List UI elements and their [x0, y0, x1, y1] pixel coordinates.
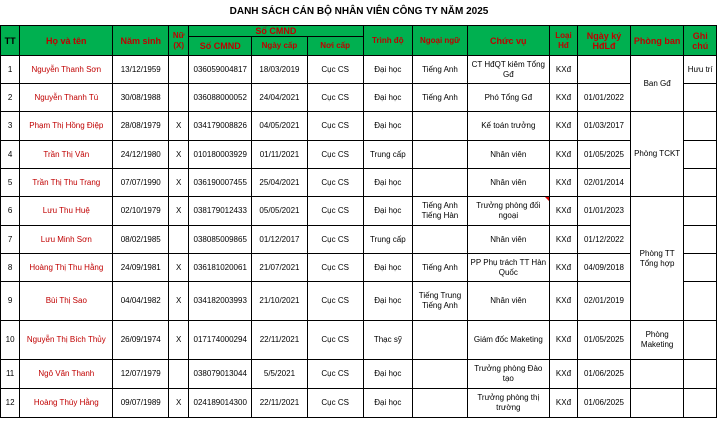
cell-issue-place[interactable]: Cục CS: [307, 56, 363, 84]
header-position[interactable]: Chức vụ: [467, 26, 549, 56]
cell-female[interactable]: X: [169, 254, 189, 282]
cell-language[interactable]: [413, 321, 468, 360]
cell-name[interactable]: Nguyễn Thị Bích Thủy: [20, 321, 113, 360]
cell-dob[interactable]: 30/08/1988: [113, 84, 169, 112]
cell-issue-date[interactable]: 18/03/2019: [252, 56, 308, 84]
cell-cmnd[interactable]: 034179008826: [189, 112, 252, 141]
header-issue-date[interactable]: Ngày cấp: [252, 37, 308, 56]
cell-cmnd[interactable]: 036181020061: [189, 254, 252, 282]
header-cmnd[interactable]: Số CMND: [189, 37, 252, 56]
cell-dob[interactable]: 13/12/1959: [113, 56, 169, 84]
cell-name[interactable]: Nguyễn Thanh Sơn: [20, 56, 113, 84]
cell-note[interactable]: [684, 360, 717, 389]
table-row: [1, 84, 717, 112]
table-row: [1, 169, 717, 197]
cell-sign-date[interactable]: 01/03/2017: [578, 112, 631, 141]
cell-note[interactable]: [684, 226, 717, 254]
cell-tt[interactable]: 1: [1, 56, 20, 84]
header-contract[interactable]: Loại Hđ: [549, 26, 577, 56]
cell-cmnd[interactable]: 036190007455: [189, 169, 252, 197]
cell-cmnd[interactable]: 036088000052: [189, 84, 252, 112]
cell-name[interactable]: Bùi Thị Sao: [20, 282, 113, 321]
cell-dob[interactable]: 26/09/1974: [113, 321, 169, 360]
header-sign-date[interactable]: Ngày ký HđLđ: [578, 26, 631, 56]
cell-contract[interactable]: KXđ: [549, 197, 577, 226]
cell-issue-date[interactable]: 24/04/2021: [252, 84, 308, 112]
cell-female[interactable]: X: [169, 197, 189, 226]
cell-issue-place[interactable]: Cục CS: [307, 360, 363, 389]
cell-language[interactable]: [413, 112, 468, 141]
table-row: [1, 321, 717, 360]
cell-issue-place[interactable]: Cục CS: [307, 141, 363, 169]
cell-issue-place[interactable]: Cục CS: [307, 226, 363, 254]
cell-language[interactable]: Tiếng Anh: [413, 84, 468, 112]
header-note[interactable]: Ghi chú: [684, 26, 717, 56]
cell-tt[interactable]: 5: [1, 169, 20, 197]
cell-cmnd[interactable]: 034182003993: [189, 282, 252, 321]
cell-dob[interactable]: 07/07/1990: [113, 169, 169, 197]
cell-contract[interactable]: KXđ: [549, 84, 577, 112]
cell-issue-date[interactable]: 5/5/2021: [252, 360, 308, 389]
cell-education[interactable]: Trung cấp: [363, 226, 413, 254]
cell-note[interactable]: [684, 389, 717, 418]
cell-issue-place[interactable]: Cục CS: [307, 84, 363, 112]
cell-female[interactable]: X: [169, 169, 189, 197]
cell-name[interactable]: Phạm Thị Hồng Điệp: [20, 112, 113, 141]
cell-name[interactable]: Trần Thị Vân: [20, 141, 113, 169]
header-cmnd-group[interactable]: Số CMND: [189, 26, 363, 37]
cell-name[interactable]: Hoàng Thúy Hằng: [20, 389, 113, 418]
cell-tt[interactable]: 8: [1, 254, 20, 282]
cell-education[interactable]: Trung cấp: [363, 141, 413, 169]
table-row: [1, 282, 717, 321]
cell-sign-date[interactable]: 01/05/2025: [578, 321, 631, 360]
cell-issue-place[interactable]: Cục CS: [307, 321, 363, 360]
cell-tt[interactable]: 11: [1, 360, 20, 389]
cell-sign-date[interactable]: 04/09/2018: [578, 254, 631, 282]
cell-tt[interactable]: 12: [1, 389, 20, 418]
cell-female[interactable]: X: [169, 321, 189, 360]
cell-tt[interactable]: 6: [1, 197, 20, 226]
cell-language[interactable]: Tiếng Anh: [413, 56, 468, 84]
cell-issue-place[interactable]: Cục CS: [307, 254, 363, 282]
cell-department[interactable]: [630, 389, 684, 418]
cell-position[interactable]: Nhân viên: [467, 169, 549, 197]
cell-sign-date[interactable]: [578, 56, 631, 84]
cell-position[interactable]: Phó Tổng Gđ: [467, 84, 549, 112]
cell-sign-date[interactable]: 01/06/2025: [578, 389, 631, 418]
cell-position[interactable]: PP Phụ trách TT Hàn Quốc: [467, 254, 549, 282]
cell-position[interactable]: Trưởng phòng đối ngoại: [467, 197, 549, 226]
header-education[interactable]: Trình độ: [363, 26, 413, 56]
cell-dob[interactable]: 04/04/1982: [113, 282, 169, 321]
cell-issue-date[interactable]: 22/11/2021: [252, 389, 308, 418]
cell-education[interactable]: Đại học: [363, 112, 413, 141]
cell-cmnd[interactable]: 010180003929: [189, 141, 252, 169]
table-row: [1, 56, 717, 84]
cell-position[interactable]: CT HđQT kiêm Tổng Gđ: [467, 56, 549, 84]
cell-contract[interactable]: KXđ: [549, 141, 577, 169]
cell-contract[interactable]: KXđ: [549, 56, 577, 84]
employee-table: [0, 25, 717, 418]
cell-cmnd[interactable]: 036059004817: [189, 56, 252, 84]
cell-sign-date[interactable]: 01/05/2025: [578, 141, 631, 169]
table-row: [1, 254, 717, 282]
cell-language[interactable]: [413, 226, 468, 254]
cell-issue-date[interactable]: 04/05/2021: [252, 112, 308, 141]
cell-position[interactable]: Nhân viên: [467, 141, 549, 169]
table-row: [1, 112, 717, 141]
cell-education[interactable]: Đại học: [363, 389, 413, 418]
cell-sign-date[interactable]: 02/01/2014: [578, 169, 631, 197]
cell-sign-date[interactable]: 01/01/2023: [578, 197, 631, 226]
cell-sign-date[interactable]: 01/06/2025: [578, 360, 631, 389]
cell-tt[interactable]: 10: [1, 321, 20, 360]
cell-name[interactable]: Trần Thị Thu Trang: [20, 169, 113, 197]
cell-language[interactable]: [413, 169, 468, 197]
cell-contract[interactable]: KXđ: [549, 389, 577, 418]
cell-dob[interactable]: 09/07/1989: [113, 389, 169, 418]
cell-contract[interactable]: KXđ: [549, 112, 577, 141]
cell-issue-date[interactable]: 05/05/2021: [252, 197, 308, 226]
cell-position[interactable]: Giám đốc Maketing: [467, 321, 549, 360]
cell-name[interactable]: Lưu Minh Sơn: [20, 226, 113, 254]
cell-cmnd[interactable]: 038085009865: [189, 226, 252, 254]
cell-issue-date[interactable]: 22/11/2021: [252, 321, 308, 360]
cell-note[interactable]: [684, 282, 717, 321]
table-row: [1, 389, 717, 418]
header-dob[interactable]: Năm sinh: [113, 26, 169, 56]
header-name[interactable]: Họ và tên: [20, 26, 113, 56]
cell-cmnd[interactable]: 017174000294: [189, 321, 252, 360]
cell-female[interactable]: [169, 84, 189, 112]
cell-position[interactable]: Trưởng phòng Đào tạo: [467, 360, 549, 389]
table-row: [1, 360, 717, 389]
cell-tt[interactable]: 9: [1, 282, 20, 321]
cell-sign-date[interactable]: 02/01/2019: [578, 282, 631, 321]
cell-cmnd[interactable]: 038179012433: [189, 197, 252, 226]
cell-language[interactable]: [413, 360, 468, 389]
cell-education[interactable]: Thạc sỹ: [363, 321, 413, 360]
cell-tt[interactable]: 4: [1, 141, 20, 169]
cell-dob[interactable]: 12/07/1979: [113, 360, 169, 389]
cell-tt[interactable]: 7: [1, 226, 20, 254]
cell-position[interactable]: Kế toán trưởng: [467, 112, 549, 141]
cell-note[interactable]: [684, 197, 717, 226]
cell-female[interactable]: [169, 226, 189, 254]
cell-note[interactable]: [684, 141, 717, 169]
cell-education[interactable]: Đại học: [363, 84, 413, 112]
cell-issue-date[interactable]: 25/04/2021: [252, 169, 308, 197]
cell-language[interactable]: Tiếng Anh Tiếng Hàn: [413, 197, 468, 226]
cell-name[interactable]: Lưu Thu Huệ: [20, 197, 113, 226]
cell-contract[interactable]: KXđ: [549, 169, 577, 197]
cell-issue-date[interactable]: 01/11/2021: [252, 141, 308, 169]
cell-education[interactable]: Đại học: [363, 56, 413, 84]
cell-dob[interactable]: 08/02/1985: [113, 226, 169, 254]
cell-issue-place[interactable]: Cục CS: [307, 282, 363, 321]
cell-contract[interactable]: KXđ: [549, 226, 577, 254]
cell-note[interactable]: Hưu trí: [684, 56, 717, 84]
cell-note[interactable]: [684, 169, 717, 197]
cell-education[interactable]: Đại học: [363, 197, 413, 226]
cell-contract[interactable]: KXđ: [549, 321, 577, 360]
cell-contract[interactable]: KXđ: [549, 360, 577, 389]
cell-position[interactable]: Nhân viên: [467, 282, 549, 321]
header-tt[interactable]: TT: [1, 26, 20, 56]
header-language[interactable]: Ngoại ngữ: [413, 26, 468, 56]
cell-contract[interactable]: KXđ: [549, 282, 577, 321]
cell-female[interactable]: X: [169, 141, 189, 169]
cell-language[interactable]: [413, 389, 468, 418]
table-row: [1, 226, 717, 254]
cell-name[interactable]: Nguyễn Thanh Tú: [20, 84, 113, 112]
cell-issue-date[interactable]: 01/12/2017: [252, 226, 308, 254]
cell-education[interactable]: Đại học: [363, 282, 413, 321]
cell-issue-date[interactable]: 21/10/2021: [252, 282, 308, 321]
cell-position[interactable]: Nhân viên: [467, 226, 549, 254]
table-row: [1, 141, 717, 169]
cell-dob[interactable]: 02/10/1979: [113, 197, 169, 226]
cell-sign-date[interactable]: 01/01/2022: [578, 84, 631, 112]
cell-note[interactable]: [684, 254, 717, 282]
cell-education[interactable]: Đại học: [363, 254, 413, 282]
cell-female[interactable]: X: [169, 112, 189, 141]
cell-department[interactable]: Phòng TCKT: [630, 112, 684, 197]
cell-cmnd[interactable]: 024189014300: [189, 389, 252, 418]
cell-issue-place[interactable]: Cục CS: [307, 169, 363, 197]
cell-contract[interactable]: KXđ: [549, 254, 577, 282]
cell-education[interactable]: Đại học: [363, 169, 413, 197]
cell-note[interactable]: [684, 321, 717, 360]
cell-department[interactable]: [630, 360, 684, 389]
cell-sign-date[interactable]: 01/12/2022: [578, 226, 631, 254]
header-issue-place[interactable]: Nơi cấp: [307, 37, 363, 56]
cell-issue-place[interactable]: Cục CS: [307, 197, 363, 226]
cell-cmnd[interactable]: 038079013044: [189, 360, 252, 389]
cell-female[interactable]: [169, 56, 189, 84]
cell-language[interactable]: [413, 141, 468, 169]
cell-department[interactable]: Phòng TT Tổng hợp: [630, 197, 684, 321]
cell-dob[interactable]: 24/09/1981: [113, 254, 169, 282]
cell-language[interactable]: Tiếng Anh: [413, 254, 468, 282]
cell-department[interactable]: Phòng Maketing: [630, 321, 684, 360]
cell-issue-place[interactable]: Cục CS: [307, 112, 363, 141]
cell-note[interactable]: [684, 112, 717, 141]
table-row: [1, 197, 717, 226]
header-female[interactable]: Nữ (X): [169, 26, 189, 56]
cell-female[interactable]: [169, 360, 189, 389]
cell-female[interactable]: X: [169, 282, 189, 321]
cell-dob[interactable]: 28/08/1979: [113, 112, 169, 141]
cell-position[interactable]: Trưởng phòng thị trường: [467, 389, 549, 418]
cell-dob[interactable]: 24/12/1980: [113, 141, 169, 169]
sheet-title: DANH SÁCH CÁN BỘ NHÂN VIÊN CÔNG TY NĂM 2025: [229, 6, 489, 17]
cell-note[interactable]: [684, 84, 717, 112]
cell-name[interactable]: Hoàng Thị Thu Hằng: [20, 254, 113, 282]
cell-department[interactable]: Ban Gđ: [630, 56, 684, 112]
cell-female[interactable]: X: [169, 389, 189, 418]
cell-issue-place[interactable]: Cục CS: [307, 389, 363, 418]
cell-name[interactable]: Ngô Văn Thanh: [20, 360, 113, 389]
header-department[interactable]: Phòng ban: [630, 26, 684, 56]
cell-tt[interactable]: 2: [1, 84, 20, 112]
cell-issue-date[interactable]: 21/07/2021: [252, 254, 308, 282]
cell-tt[interactable]: 3: [1, 112, 20, 141]
cell-education[interactable]: Đại học: [363, 360, 413, 389]
cell-language[interactable]: Tiếng Trung Tiếng Anh: [413, 282, 468, 321]
